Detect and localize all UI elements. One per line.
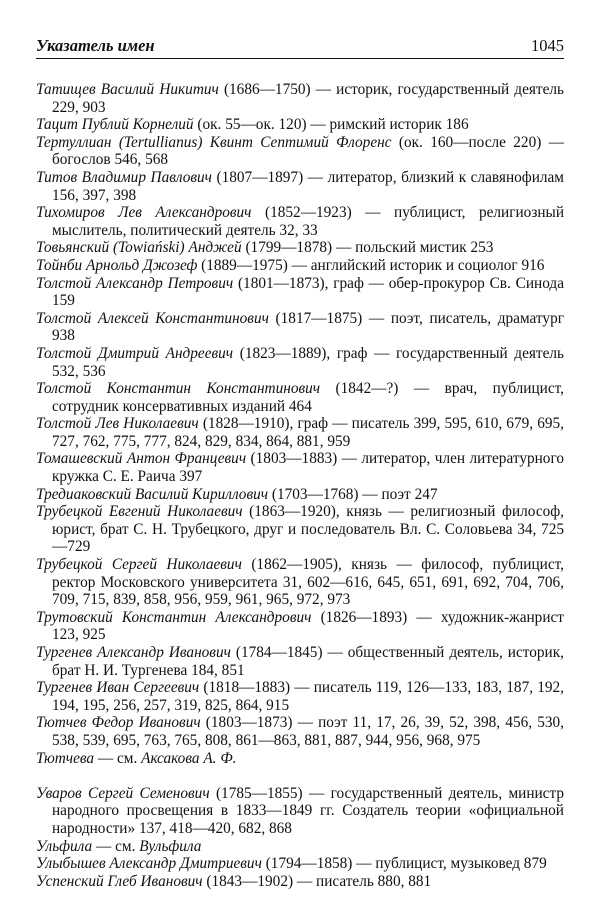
entry-name: Тургенев Александр Иванович	[36, 644, 231, 661]
entry-description: (1852—1923) — публицист, религиозный мыслитель, политический деятель 32, 33	[52, 204, 565, 239]
entry-description: (1863—1920), князь — религиозный философ, юрист, брат С. Н. Трубецкого, друг и последователь Вл. С. Соловьева 34, 725—729	[52, 503, 564, 556]
entry-description: (1799—1878) — польский мистик 253	[241, 239, 494, 257]
index-entry	[36, 785, 564, 838]
index-entry	[36, 714, 564, 749]
entry-description: (1803—1883) — литератор, член литературного кружка С. Е. Раича 397	[52, 450, 564, 486]
entry-description: (1803—1873) — поэт 11, 17, 26, 39, 52, 398, 456, 530, 538, 539, 695, 763, 765, 808, 861—863, 881, 887, 944, 956, 968, 975	[52, 714, 564, 749]
entry-description: (ок. 55—ок. 120) — римский историк 186	[193, 116, 469, 134]
entry-cross-reference: Вульфила	[139, 837, 202, 855]
entry-name: Титов Владимир Павлович	[36, 168, 212, 186]
entry-name: Тойнби Арнольд Джозеф	[36, 256, 198, 274]
index-entry	[36, 116, 564, 134]
index-entry	[36, 380, 564, 415]
entry-description: (1703—1768) — поэт 247	[268, 485, 438, 503]
entry-name: Уваров Сергей Семенович	[36, 784, 210, 802]
index-entry	[36, 134, 564, 169]
entry-name: Успенский Глеб Иванович	[36, 872, 203, 890]
letter-group-gap	[36, 767, 564, 785]
index-entry	[36, 310, 564, 345]
entry-name: Тредиаковский Василий Кириллович	[36, 485, 269, 503]
entry-name: Толстой Александр Петрович	[36, 274, 234, 292]
entry-description: (1828—1910), граф — писатель 399, 595, 610, 679, 695, 727, 762, 775, 777, 824, 829, 834, 864, 881, 959	[52, 415, 564, 450]
entry-name: Толстой Константин Константинович	[36, 380, 321, 398]
index-entry	[36, 450, 564, 485]
entry-description: (1794—1858) — публицист, музыковед 879	[261, 855, 547, 873]
entry-name: Трутовский Константин Александрович	[36, 608, 312, 626]
entry-name: Товьянский (Towiański) Анджей	[36, 239, 242, 257]
page-number: 1045	[531, 36, 564, 55]
entry-name: Тацит Публий Корнелий	[36, 116, 194, 134]
index-entry	[36, 503, 564, 556]
entry-description: (1801—1873), граф — обер-прокурор Св. Синода 159	[52, 274, 565, 310]
index-entry	[36, 345, 564, 380]
entry-description: — см.	[94, 749, 142, 767]
entry-name: Ульфила	[36, 837, 93, 855]
entry-name: Толстой Лев Николаевич	[36, 415, 199, 433]
index-entry	[36, 239, 564, 257]
index-entry	[36, 750, 564, 768]
entry-description: (1843—1902) — писатель 880, 881	[202, 872, 432, 890]
index-entry	[36, 556, 564, 609]
entry-name: Татищев Василий Никитич	[36, 81, 219, 98]
index-entry	[36, 838, 564, 856]
index-entry	[36, 415, 564, 450]
entry-description: (1818—1883) — писатель 119, 126—133, 183, 187, 192, 194, 195, 256, 257, 319, 825, 864, 915	[52, 679, 564, 714]
entry-name: Толстой Дмитрий Андреевич	[36, 344, 234, 362]
index-entry	[36, 257, 564, 275]
entry-name: Тютчев Федор Иванович	[36, 714, 201, 732]
entry-description: (1784—1845) — общественный деятель, историк, брат Н. И. Тургенева 184, 851	[52, 644, 564, 679]
entry-cross-reference: Аксакова А. Ф.	[141, 749, 237, 767]
entry-name: Трубецкой Сергей Николаевич	[36, 556, 242, 574]
entry-description: (1842—?) — врач, публицист, сотрудник консервативных изданий 464	[52, 380, 565, 415]
entry-description: (1817—1875) — поэт, писатель, драматург 938	[52, 309, 564, 345]
index-entry	[36, 204, 564, 239]
entry-description: (1823—1889), граф — государственный деятель 532, 536	[52, 344, 564, 380]
index-entry	[36, 873, 564, 891]
entry-name: Томашевский Антон Францевич	[36, 450, 247, 468]
entry-description: — см.	[92, 837, 140, 855]
entry-name: Тургенев Иван Сергеевич	[36, 679, 200, 697]
entry-name: Улыбышев Александр Дмитриевич	[36, 855, 262, 873]
index-entry	[36, 855, 564, 873]
entry-description: (1862—1905), князь — философ, публицист, ректор Московского университета 31, 602—616, 645, 651, 691, 692, 704, 706, 709, 715, 839, 858, 956, 959, 961, 965, 972, 973	[52, 556, 564, 609]
running-title: Указатель имен	[36, 36, 155, 55]
entry-description: (ок. 160—после 220) — богослов 546, 568	[52, 133, 564, 169]
entry-description: (1686—1750) — историк, государственный деятель 229, 903	[52, 81, 564, 116]
entry-name: Трубецкой Евгений Николаевич	[36, 503, 243, 521]
index-entry	[36, 169, 564, 204]
entry-description: (1785—1855) — государственный деятель, министр народного просвещения в 1833—1849 гг. Создатель теории «официальной народности» 137, 418—420, 682, 868	[52, 784, 564, 837]
entry-name: Толстой Алексей Константинович	[36, 309, 269, 327]
index-entry	[36, 644, 564, 679]
entry-description: (1807—1897) — литератор, близкий к славянофилам 156, 397, 398	[52, 168, 564, 204]
entry-name: Тихомиров Лев Александрович	[36, 204, 252, 222]
index-entry	[36, 486, 564, 504]
entry-name: Тютчева	[36, 749, 95, 767]
entry-description: (1889—1975) — английский историк и социолог 916	[197, 256, 545, 274]
header-rule	[36, 58, 564, 59]
index-entry	[36, 609, 564, 644]
entry-description: (1826—1893) — художник-жанрист 123, 925	[52, 608, 564, 644]
index-entry	[36, 275, 564, 310]
index-entry	[36, 679, 564, 714]
name-index-list	[36, 81, 564, 890]
running-header	[36, 36, 564, 56]
entry-name: Тертуллиан (Tertullianus) Квинт Септимий Флоренс	[36, 133, 392, 151]
index-entry	[36, 81, 564, 116]
